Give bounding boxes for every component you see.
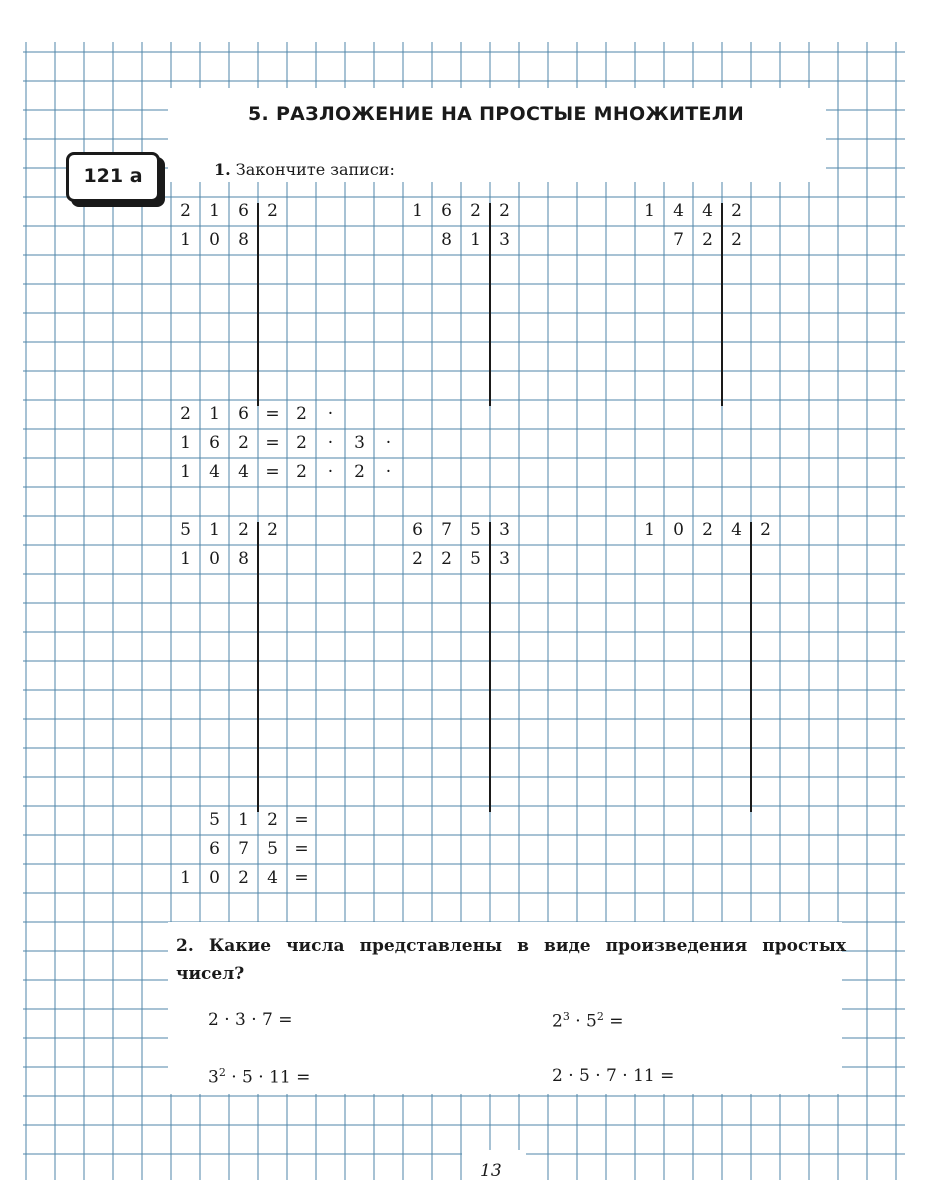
dividend-digit: 2	[238, 520, 249, 540]
dividend-digit: 2	[180, 201, 191, 221]
equation-symbol: 2	[296, 433, 307, 453]
equation-symbol: 2	[296, 462, 307, 482]
equation-symbol: ·	[327, 433, 334, 453]
expression-2-exponent-1: 3	[562, 1010, 570, 1023]
dividend-digit: 2	[702, 520, 713, 540]
equation-symbol: =	[294, 868, 309, 888]
equation-symbol: 6	[209, 839, 220, 859]
dividend-digit: 1	[209, 520, 220, 540]
equation-symbol: 2	[267, 810, 278, 830]
expression-2	[552, 1010, 624, 1032]
equation-symbol: 2	[180, 404, 191, 424]
equation-symbol: 4	[238, 462, 249, 482]
equation-symbol: =	[265, 433, 280, 453]
expression-3-base: 3	[208, 1067, 219, 1088]
equation-symbol: 7	[238, 839, 249, 859]
equation-symbol: =	[294, 810, 309, 830]
quotient-digit: 2	[412, 549, 423, 569]
division-line	[257, 522, 259, 812]
dividend-digit: 6	[238, 201, 249, 221]
equation-symbol: 2	[238, 433, 249, 453]
dividend-digit: 5	[180, 520, 191, 540]
quotient-digit: 1	[470, 230, 481, 250]
quotient-digit: 2	[441, 549, 452, 569]
equation-symbol: 2	[238, 868, 249, 888]
page-title: 5. РАЗЛОЖЕНИЕ НА ПРОСТЫЕ МНОЖИТЕЛИ	[248, 103, 745, 125]
equation-symbol: =	[265, 462, 280, 482]
equation-symbol: 1	[180, 868, 191, 888]
dividend-digit: 1	[209, 201, 220, 221]
expression-2-middle: · 5	[569, 1011, 597, 1032]
division-line	[750, 522, 752, 812]
equation-symbol: ·	[327, 404, 334, 424]
dividend-digit: 6	[412, 520, 423, 540]
expression-4	[552, 1066, 674, 1086]
equation-symbol: 0	[209, 868, 220, 888]
expression-3-end: · 5 · 11 =	[225, 1067, 311, 1088]
task2-number: 2.	[176, 936, 194, 956]
expression-2-end: =	[603, 1011, 624, 1032]
divisor-digit: 2	[731, 201, 742, 221]
divisor-digit: 2	[267, 520, 278, 540]
equation-symbol: 5	[267, 839, 278, 859]
quotient-digit: 7	[673, 230, 684, 250]
equation-symbol: 2	[354, 462, 365, 482]
quotient-digit: 2	[702, 230, 713, 250]
quotient-digit: 0	[209, 549, 220, 569]
dividend-digit: 4	[731, 520, 742, 540]
quotient-digit: 0	[209, 230, 220, 250]
exercise-badge: 121 а	[66, 152, 160, 202]
divisor-digit: 3	[499, 520, 510, 540]
dividend-digit: 1	[644, 201, 655, 221]
quotient-digit: 8	[441, 230, 452, 250]
equation-symbol: 5	[209, 810, 220, 830]
equation-symbol: 1	[180, 433, 191, 453]
equation-symbol: 1	[209, 404, 220, 424]
page-number: 13	[480, 1161, 502, 1181]
equation-symbol: 3	[354, 433, 365, 453]
expression-1	[208, 1010, 293, 1030]
quotient-divisor-digit: 2	[731, 230, 742, 250]
equation-symbol: 1	[238, 810, 249, 830]
dividend-digit: 0	[673, 520, 684, 540]
dividend-digit: 4	[702, 201, 713, 221]
equation-symbol: 6	[209, 433, 220, 453]
task1-text: Закончите записи:	[235, 160, 395, 179]
expression-1-text: 2 · 3 · 7 =	[208, 1010, 293, 1030]
division-line	[489, 522, 491, 812]
equation-symbol: 6	[238, 404, 249, 424]
quotient-divisor-digit: 3	[499, 549, 510, 569]
expression-3-exponent: 2	[218, 1066, 226, 1079]
expression-2-base: 2	[552, 1011, 563, 1032]
task2-heading	[176, 932, 846, 988]
dividend-digit: 4	[673, 201, 684, 221]
dividend-digit: 2	[470, 201, 481, 221]
dividend-digit: 5	[470, 520, 481, 540]
equation-symbol: 1	[180, 462, 191, 482]
expression-3	[208, 1066, 310, 1088]
equation-symbol: =	[294, 839, 309, 859]
task1-heading	[214, 160, 395, 179]
equation-symbol: =	[265, 404, 280, 424]
dividend-digit: 7	[441, 520, 452, 540]
expression-2-exponent-2: 2	[596, 1010, 604, 1023]
division-line	[721, 203, 723, 406]
expression-4-text: 2 · 5 · 7 · 11 =	[552, 1066, 675, 1086]
equation-symbol: ·	[327, 462, 334, 482]
equation-symbol: ·	[385, 462, 392, 482]
quotient-digit: 8	[238, 549, 249, 569]
equation-symbol: ·	[385, 433, 392, 453]
task1-number: 1.	[214, 160, 231, 179]
dividend-digit: 6	[441, 201, 452, 221]
dividend-digit: 1	[412, 201, 423, 221]
quotient-digit: 8	[238, 230, 249, 250]
division-line	[257, 203, 259, 406]
equation-symbol: 2	[296, 404, 307, 424]
quotient-divisor-digit: 3	[499, 230, 510, 250]
task2-text: Какие числа представлены в виде произведения простых чисел?	[176, 936, 846, 984]
divisor-digit: 2	[267, 201, 278, 221]
equation-symbol: 4	[209, 462, 220, 482]
divisor-digit: 2	[760, 520, 771, 540]
dividend-digit: 1	[644, 520, 655, 540]
quotient-digit: 1	[180, 230, 191, 250]
division-line	[489, 203, 491, 406]
quotient-digit: 5	[470, 549, 481, 569]
divisor-digit: 2	[499, 201, 510, 221]
quotient-digit: 1	[180, 549, 191, 569]
equation-symbol: 4	[267, 868, 278, 888]
